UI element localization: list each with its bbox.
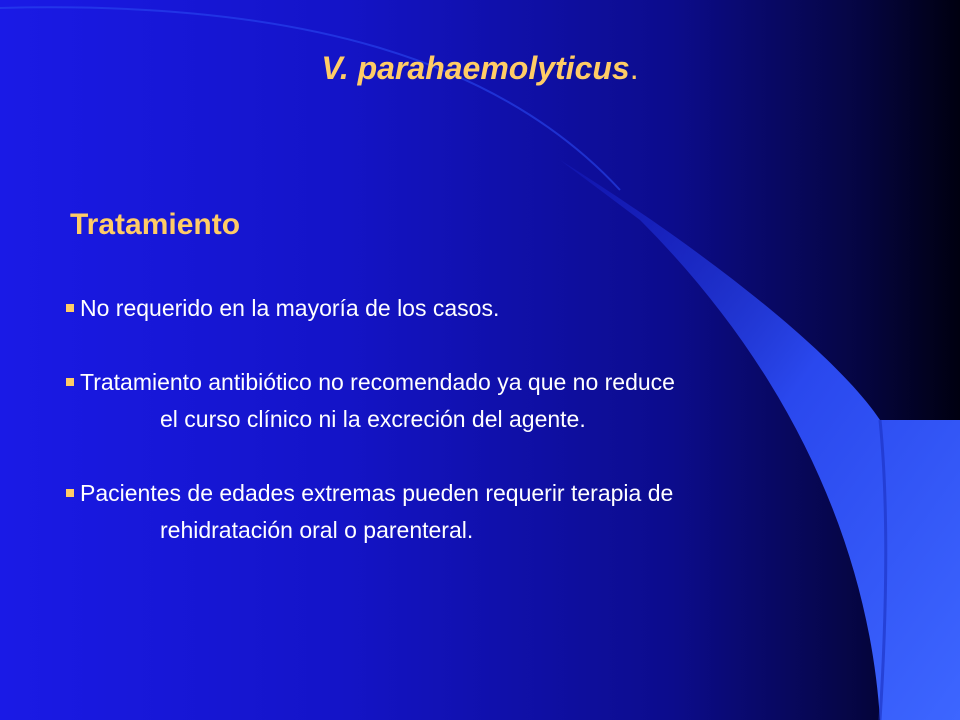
bullet-continuation: el curso clínico ni la excreción del agente. bbox=[160, 406, 586, 432]
swoosh-thin-curve bbox=[0, 7, 620, 190]
bullet-continuation: rehidratación oral o parenteral. bbox=[160, 517, 474, 543]
square-bullet-icon bbox=[66, 304, 74, 312]
square-bullet-icon bbox=[66, 378, 74, 386]
title-italic: V. parahaemolyticus bbox=[321, 50, 630, 86]
bullet-item bbox=[66, 475, 911, 549]
bullet-text: Pacientes de edades extremas pueden requerir terapia de bbox=[80, 480, 674, 506]
bullet-text: Tratamiento antibiótico no recomendado ya que no reduce bbox=[80, 369, 675, 395]
bullet-text: No requerido en la mayoría de los casos. bbox=[80, 295, 500, 321]
title-trailing: . bbox=[629, 50, 639, 86]
square-bullet-icon bbox=[66, 489, 74, 497]
slide-title bbox=[0, 50, 960, 87]
bullet-item bbox=[66, 290, 911, 327]
section-heading: Tratamiento bbox=[70, 208, 241, 241]
bullet-list bbox=[66, 290, 911, 549]
bullet-item bbox=[66, 364, 911, 438]
